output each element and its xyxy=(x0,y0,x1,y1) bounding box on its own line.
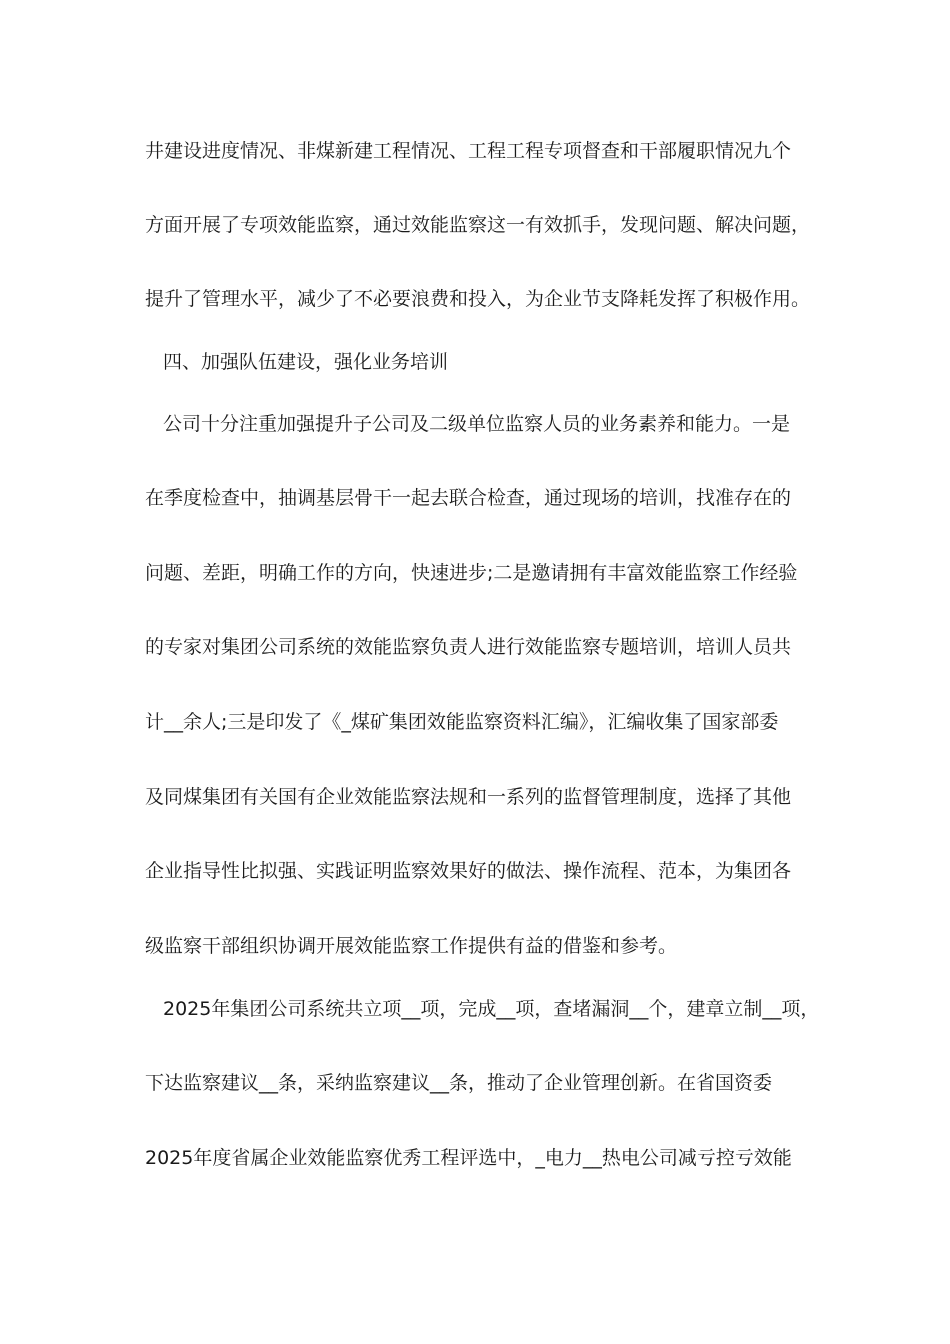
paragraph-line-12: 级监察干部组织协调开展效能监察工作提供有益的借鉴和参考。 xyxy=(145,935,678,957)
paragraph-line-8: 的专家对集团公司系统的效能监察负责人进行效能监察专题培训，培训人员共 xyxy=(145,636,792,658)
paragraph-line-7: 问题、差距，明确工作的方向，快速进步;二是邀请拥有丰富效能监察工作经验 xyxy=(145,562,798,584)
paragraph-line-11: 企业指导性比拟强、实践证明监察效果好的做法、操作流程、范本，为集团各 xyxy=(145,860,792,882)
paragraph-line-15: 2025年度省属企业效能监察优秀工程评选中，_电力__热电公司减亏控亏效能 xyxy=(145,1147,792,1169)
paragraph-line-6: 在季度检查中，抽调基层骨干一起去联合检查，通过现场的培训，找准存在的 xyxy=(145,487,792,509)
paragraph-line-3: 提升了管理水平，减少了不必要浪费和投入，为企业节支降耗发挥了积极作用。 xyxy=(145,288,811,310)
paragraph-line-14: 下达监察建议__条，采纳监察建议__条，推动了企业管理创新。在省国资委 xyxy=(145,1072,773,1094)
paragraph-line-10: 及同煤集团有关国有企业效能监察法规和一系列的监督管理制度，选择了其他 xyxy=(145,786,792,808)
paragraph-line-13: 2025年集团公司系统共立项__项，完成__项，查堵漏洞__个，建章立制__项， xyxy=(163,998,820,1020)
paragraph-line-9: 计__余人;三是印发了《_煤矿集团效能监察资料汇编》，汇编收集了国家部委 xyxy=(145,711,779,733)
paragraph-line-5: 公司十分注重加强提升子公司及二级单位监察人员的业务素养和能力。一是 xyxy=(163,413,791,435)
section-heading: 四、加强队伍建设，强化业务培训 xyxy=(163,351,449,373)
paragraph-line-1: 井建设进度情况、非煤新建工程情况、工程工程专项督查和干部履职情况九个 xyxy=(145,140,792,162)
paragraph-line-2: 方面开展了专项效能监察，通过效能监察这一有效抓手，发现问题、解决问题， xyxy=(145,214,811,236)
